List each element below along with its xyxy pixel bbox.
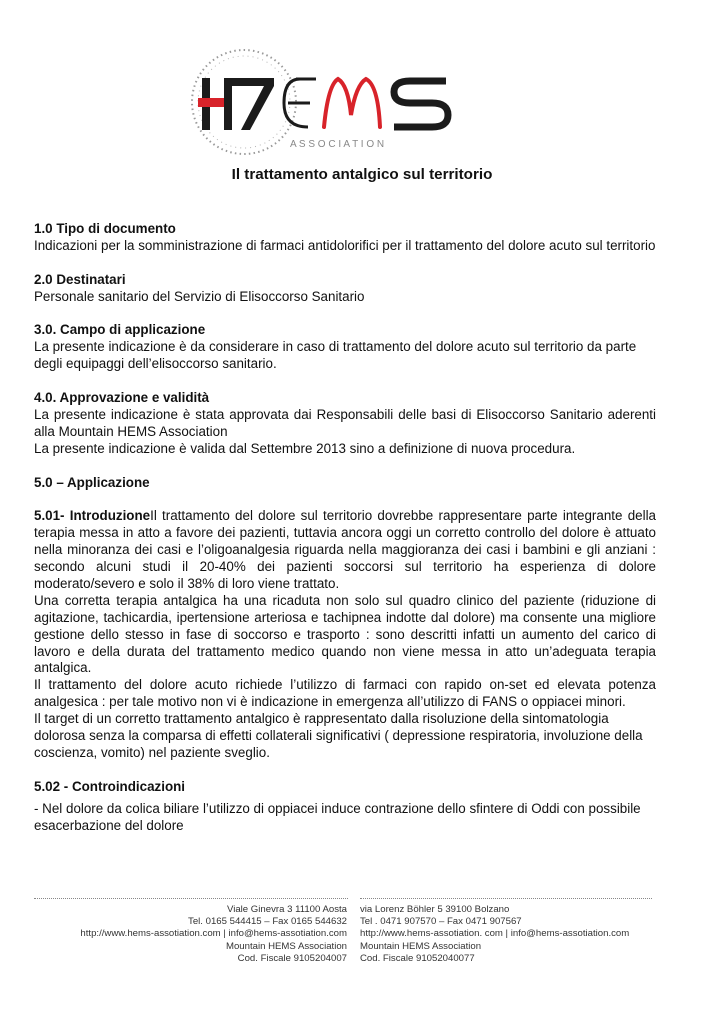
footer-line: Tel . 0471 907570 – Fax 0471 907567 [360, 916, 522, 928]
section-destinatari [34, 272, 656, 306]
footer-line: Tel. 0165 544415 – Fax 0165 544632 [188, 916, 347, 928]
hems-logo-graphic [188, 45, 508, 160]
section-text: La presente indicazione è da considerare in caso di trattamento del dolore acuto sul territorio da parte degli equipaggi dell’elisoccorso sanitario. [34, 339, 637, 372]
section-tipo-documento [34, 221, 656, 255]
section-text: La presente indicazione è stata approvata dai Responsabili delle basi di Elisoccorso Sanitario aderenti alla Mountain HEMS Association [34, 406, 656, 439]
logo-subtitle: A S S O C I A T I O N [290, 139, 385, 150]
section-approvazione [34, 390, 656, 458]
footer-line: Cod. Fiscale 9105204007 [237, 952, 347, 964]
intro-paragraph-3: Il trattamento del dolore acuto richiede l’utilizzo di farmaci con rapido on-set ed elevata potenza analgesica : per tale motivo non vi è indicazione in emergenza all’utilizzo di FANS o oppiacei minori. [34, 677, 656, 710]
footer-line: Viale Ginevra 3 11100 Aosta [226, 904, 347, 915]
section-heading: 3.0. Campo di applicazione [34, 322, 206, 338]
section-heading: 1.0 Tipo di documento [34, 221, 176, 236]
footer-line: Mountain HEMS Association [360, 940, 482, 952]
section-controindicazioni [34, 779, 656, 835]
section-text: Indicazioni per la somministrazione di farmaci antidolorifici per il trattamento del dolore acuto sul territorio [34, 237, 656, 253]
section-campo-applicazione [34, 322, 656, 373]
footer-line: http://www.hems-assotiation.com | info@hems-assotiation.com [80, 928, 347, 940]
footer-divider-right [360, 898, 652, 899]
footer-line: via Lorenz Böhler 5 39100 Bolzano [360, 904, 510, 915]
section-heading: 2.0 Destinatari [34, 271, 126, 287]
section-heading: 5.0 – Applicazione [34, 474, 150, 490]
footer-line: Cod. Fiscale 91052040077 [360, 952, 475, 964]
section-applicazione [34, 475, 656, 492]
section-text: Personale sanitario del Servizio di Elisoccorso Sanitario [34, 288, 365, 304]
footer-line: http://www.hems-assotiation. com | info@hems-assotiation.com [360, 928, 630, 940]
footer-address-bolzano [360, 904, 629, 965]
intro-paragraph-2: Una corretta terapia antalgica ha una ricaduta non solo sul quadro clinico del paziente (riduzione di agitazione, tachicardia, ipertensione arteriosa e tachipnea indotte dal dolore) ma consente una migliore gestione dello stesso in fase di soccorso e trasporto : sono descritti infatti un aumento del carico di lavoro e della durata del trattamento medico quando non viene messa in atto un’adeguata terapia antalgica. [34, 592, 656, 676]
footer-address-aosta [80, 904, 347, 965]
document-body [34, 221, 656, 851]
section-text: Il trattamento del dolore sul territorio dovrebbe rappresentare parte integrante della terapia messa in atto a favore dei pazienti, tuttavia ancora oggi un corretto controllo del dolore è attuato nella minoranza dei casi e l’oligoanalgesia riguarda nella maggioranza dei casi i bambini e gli anziani : secondo alcuni studi il 20-40% dei pazienti soccorsi sul territorio ha esperienza di dolore moderato/severo e solo il 38% di loro viene trattato. [34, 508, 656, 591]
footer-divider-left [34, 898, 348, 899]
section-heading: 5.01- Introduzione [34, 508, 151, 524]
section-heading: 5.02 - Controindicazioni [34, 778, 186, 794]
hems-logo [188, 45, 508, 160]
intro-paragraph-4: Il target di un corretto trattamento antalgico è rappresentato dalla risoluzione della sintomatologia dolorosa senza la comparsa di effetti collaterali significativi ( depressione respiratoria, involuzione della coscienza, vomito) nel paziente sveglio. [34, 711, 643, 761]
section-text: La presente indicazione è valida dal Settembre 2013 sino a definizione di nuova procedura. [34, 440, 576, 456]
section-text: - Nel dolore da colica biliare l’utilizzo di oppiacei induce contrazione dello sfintere di Oddi con possibile esacerbazione del dolore [34, 800, 641, 833]
intro-paragraph-1 [34, 508, 656, 593]
footer-line: Mountain HEMS Association [225, 940, 347, 952]
section-heading: 4.0. Approvazione e validità [34, 390, 210, 406]
page-title: Il trattamento antalgico sul territorio [231, 166, 493, 183]
section-introduzione [34, 508, 656, 762]
